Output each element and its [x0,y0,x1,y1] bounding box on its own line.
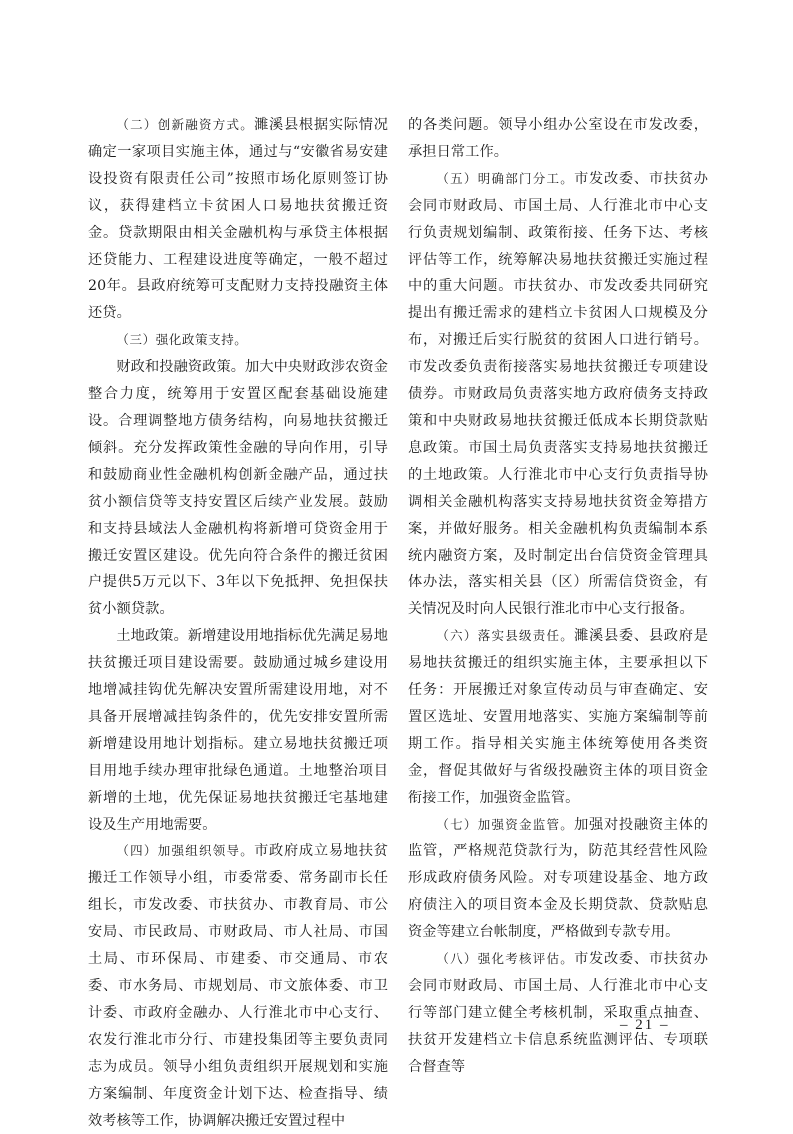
section-heading: （五）明确部门分工。 [436,170,575,186]
paragraph-fiscal-policy [88,354,388,623]
paragraph-division-of-labor [408,166,708,623]
paragraph-text: 濉溪县根据实际情况确定一家项目实施主体，通过与“安徽省易安建设投资有限责任公司”按照市场化原则签订协议，获得建档立卡贫困人口易地扶贫搬迁资金。贷款期限由相关金融机构与承贷主体根据还贷能力、工程建设进度等确定，一般不超过20年。县政府统筹可支配财力支持投融资主体还贷。 [88,117,388,322]
section-heading: （四）加强组织领导。 [116,843,255,859]
section-heading: （三）强化政策支持。 [116,332,248,348]
section-heading: （二）创新融资方式。 [116,117,255,132]
page-number: – 21 – [620,1017,670,1033]
paragraph-text: 市发改委、市扶贫办会同市财政局、市国土局、人行淮北市中心支行等部门建立健全考核机制，采取重点抽查、扶贫开发建档立卡信息系统监测评估、专项联合督查等 [408,951,708,1075]
paragraph-text: 市发改委、市扶贫办会同市财政局、市国土局、人行淮北市中心支行负责规划编制、政策衔接、任务下达、考核评估等工作，统筹解决易地扶贫搬迁实施过程中的重大问题。市扶贫办、市发改委共同研究提出有搬迁需求的建档立卡贫困人口规模及分布，对搬迁后实行脱贫的贫困人口进行销号。市发改委负责衔接落实易地扶贫搬迁专项建设债券。市财政局负责落实地方政府债务支持政策和中央财政易地扶贫搬迁低成本长期贷款贴息政策。市国土局负责落实支持易地扶贫搬迁的土地政策。人行淮北市中心支行负责指导协调相关金融机构落实支持易地扶贫资金筹措方案，并做好服务。相关金融机构负责编制本系统内融资方案，及时制定出台信贷资金管理具体办法，落实相关县（区）所需信贷资金，有关情况及时向人民银行淮北市中心支行报备。 [408,170,708,618]
paragraph-leadership [88,838,388,1134]
right-column [408,112,708,1081]
section-heading: （七）加强资金监管。 [436,816,575,832]
paragraph-policy-heading [88,327,388,354]
section-heading: （六）落实县级责任。 [436,628,575,644]
paragraph-assessment [408,946,708,1081]
paragraph-county-responsibility [408,623,708,811]
paragraph-text: 加强对投融资主体的监管，严格规范贷款行为，防范其经营性风险形成政府债务风险。对专项建设基金、地方政府债注入的项目资本金及长期贷款、贷款贴息资金等建立台帐制度，严格做到专款专用。 [408,816,708,941]
section-heading: （八）强化考核评估。 [436,951,575,967]
paragraph-text: 濉溪县委、县政府是易地扶贫搬迁的组织实施主体，主要承担以下任务：开展搬迁对象宣传动员与审查确定、安置区选址、安置用地落实、实施方案编制等前期工作。指导相关实施主体统筹使用各类资金，督促其做好与省级投融资主体的项目资金衔接工作，加强资金监管。 [408,628,708,806]
paragraph-financing [88,112,388,327]
paragraph-text: 市政府成立易地扶贫搬迁工作领导小组，市委常委、常务副市长任组长，市发改委、市扶贫办、市教育局、市公安局、市民政局、市财政局、市人社局、市国土局、市环保局、市建委、市交通局、市农委、市水务局、市规划局、市文旅体委、市卫计委、市政府金融办、人行淮北市中心支行、农发行淮北市分行、市建投集团等主要负责同志为成员。领导小组负责组织开展规划和实施方案编制、年度资金计划下达、检查指导、绩效考核等工作，协调解决搬迁安置过程中 [88,843,388,1129]
paragraph-text: 的各类问题。领导小组办公室设在市发改委，承担日常工作。 [408,117,708,160]
paragraph-land-policy [88,623,388,838]
paragraph-continuation [408,112,708,166]
paragraph-text: 财政和投融资政策。加大中央财政涉农资金整合力度，统筹用于安置区配套基础设施建设。合理调整地方债务结构，向易地扶贫搬迁倾斜。充分发挥政策性金融的导向作用，引导和鼓励商业性金融机构创新金融产品，通过扶贫小额信贷等支持安置区后续产业发展。鼓励和支持县域法人金融机构将新增可贷资金用于搬迁安置区建设。优先向符合条件的搬迁贫困户提供5万元以下、3年以下免抵押、免担保扶贫小额贷款。 [88,359,388,618]
left-column [88,112,388,1134]
paragraph-text: 土地政策。新增建设用地指标优先满足易地扶贫搬迁项目建设需要。鼓励通过城乡建设用地增减挂钩优先解决安置所需建设用地，对不具备开展增减挂钩条件的，优先安排安置所需新增建设用地计划指标。建立易地扶贫搬迁项目用地手续办理审批绿色通道。土地整治项目新增的土地，优先保证易地扶贫搬迁宅基地建设及生产用地需要。 [88,628,388,833]
paragraph-fund-supervision [408,812,708,947]
